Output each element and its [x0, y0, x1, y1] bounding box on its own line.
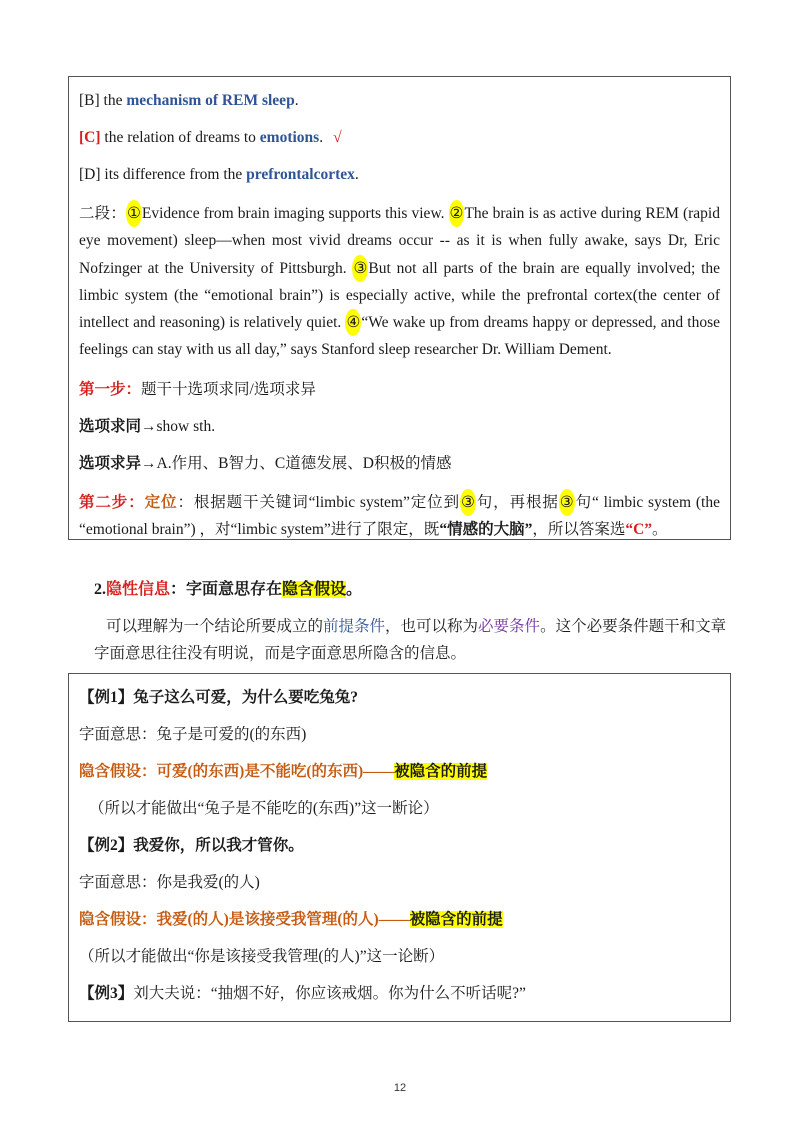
description-text-1: 可以理解为一个结论所要成立的: [106, 618, 324, 635]
section-keyword: 隐含假设: [282, 581, 347, 598]
option-c-keyword: emotions: [259, 129, 320, 146]
options-same-text: show sth.: [156, 417, 216, 435]
sentence-2: The brain is as active during REM (rapid eye movement) sleep—when most vivid dreams occur -- as it is when fully awake, says Dr, Eric Nofzinger at the University of Pittsburgh.: [79, 205, 720, 277]
step-two-locate: 定位: [144, 493, 178, 511]
page-number: 12: [393, 1082, 407, 1094]
example-1-title: 【例1】兔子这么可爱，为什么要吃兔兔?: [79, 689, 359, 706]
option-b-label: [B] the: [79, 92, 127, 109]
description-text-3: 。这个必要条件题干和文章字面意思往往没有明说，而是字面意思所隐含的信息。: [94, 618, 727, 662]
sentence-3: But not all parts of the brain are equally involved; the limbic system (the “emotional brain”) is especially active, while the prefrontal cortex(the center of intellect and reasoning) is relatively quiet.: [79, 259, 721, 332]
section-description: [94, 613, 728, 667]
description-keyword-2: 必要条件: [478, 618, 541, 635]
options-same-label: 选项求同→: [79, 417, 157, 435]
check-mark-icon: √: [333, 129, 342, 146]
sentence-1: Evidence from brain imaging supports this view.: [141, 205, 449, 222]
option-b-keyword: mechanism of REM sleep: [126, 92, 295, 109]
step-one-label: 第一步：: [79, 380, 142, 398]
section-title-rest: ：字面意思存在: [170, 581, 283, 598]
section-heading-end: 。: [346, 581, 363, 598]
description-text-2: ，也可以称为: [385, 618, 479, 635]
sentence-marker-2: ②: [449, 200, 465, 227]
example-1-assumption: [79, 760, 720, 784]
example-1-premise: 被隐含的前提: [394, 763, 488, 780]
example-3: [79, 982, 720, 1006]
example-1-literal: 字面意思：兔子是可爱的(的东西): [79, 726, 307, 743]
options-same: [79, 415, 720, 439]
answer-label: “C”: [625, 521, 653, 539]
example-3-title: 【例3】: [79, 985, 134, 1002]
paragraph-label: 二段：: [79, 205, 126, 222]
step-one-text: 题干十选项求同/选项求异: [141, 380, 316, 398]
options-diff-label: 选项求异→: [79, 454, 157, 472]
description-keyword-1: 前提条件: [323, 618, 386, 635]
step-two-text-2: 句，再根据: [475, 493, 559, 511]
step-two-keyword: “情感的大脑”: [439, 521, 533, 539]
option-c: [79, 126, 720, 150]
example-3-text: 刘大夫说：“抽烟不好，你应该戒烟。你为什么不听话呢?”: [133, 985, 526, 1002]
example-2-premise: 被隐含的前提: [409, 911, 503, 928]
option-d-label: [D] its difference from the: [79, 166, 247, 183]
section-heading: [94, 576, 362, 599]
sentence-marker-3: ③: [352, 255, 368, 282]
step-two-text-3: 句“ limbic system (the “emotional brain”) ，对“limbic system”进行了限定，既: [79, 493, 720, 539]
examples-box: [68, 673, 731, 1022]
option-b-end: .: [294, 92, 299, 109]
options-diff: [79, 452, 720, 476]
step-two-label: 第二步：: [79, 493, 145, 511]
passage-paragraph-two: [79, 200, 720, 364]
example-2-title: 【例2】我爱你，所以我才管你。: [79, 837, 304, 854]
sentence-marker-ref: ③: [460, 489, 476, 516]
step-two-end: 。: [652, 521, 668, 539]
example-analysis-box: [68, 76, 731, 540]
example-1-assumption-text: 隐含假设：可爱(的东西)是不能吃(的东西)——: [79, 763, 395, 780]
option-d-keyword: prefrontalcortex: [246, 166, 355, 183]
step-two: [79, 489, 720, 544]
option-c-text: the relation of dreams to: [100, 129, 260, 146]
example-2-note: （所以才能做出“你是该接受我管理(的人)”这一论断）: [79, 948, 445, 965]
section-title: 隐性信息: [106, 581, 171, 598]
example-2-literal: 字面意思：你是我爱(的人): [79, 874, 260, 891]
example-2-assumption: [79, 908, 720, 932]
option-d: [79, 163, 720, 187]
section-number: 2.: [94, 581, 106, 598]
example-2-assumption-text: 隐含假设：我爱(的人)是该接受我管理(的人)——: [79, 911, 410, 928]
step-two-text-1: ：根据题干关键词“limbic system”定位到: [177, 493, 460, 511]
sentence-marker-1: ①: [126, 200, 142, 227]
options-diff-text: A.作用、B智力、C道德发展、D积极的情感: [156, 454, 452, 472]
option-d-end: .: [354, 166, 359, 183]
sentence-marker-ref-2: ③: [559, 489, 575, 516]
option-b: [79, 89, 720, 113]
sentence-4: “We wake up from dreams happy or depressed, and those feelings can stay with us all day,” says Stanford sleep researcher Dr. William Dement.: [79, 314, 720, 359]
step-two-text-4: ，所以答案选: [532, 521, 626, 539]
step-one: [79, 378, 720, 402]
sentence-marker-4: ④: [345, 309, 361, 336]
option-c-end: .: [319, 129, 324, 146]
example-1-note: （所以才能做出“兔子是不能吃的(东西)”这一断论）: [89, 800, 439, 817]
option-c-label: [C]: [79, 129, 101, 146]
